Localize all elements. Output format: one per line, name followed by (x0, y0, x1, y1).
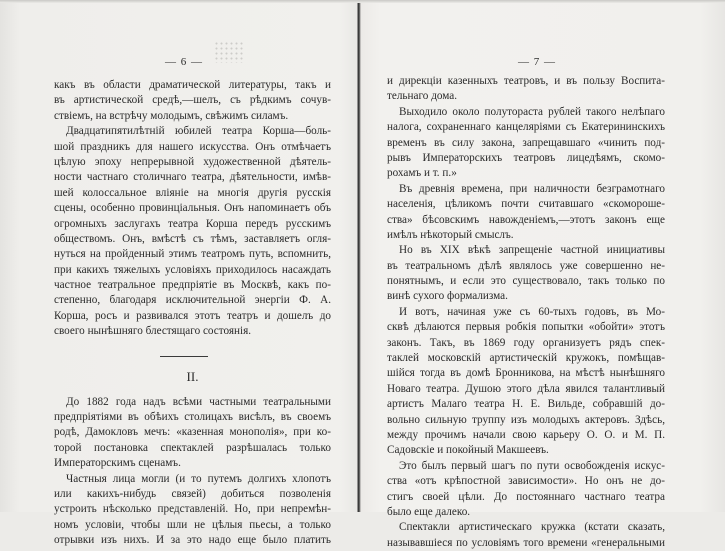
text-line: шой праздникъ для нашего искусства. Онъ отмѣчаетъ (54, 140, 331, 153)
text-line: какъ въ области драматической литературы, такъ и (54, 79, 331, 91)
left-text-column (54, 78, 331, 549)
text-line: предпріятіями въ обѣихъ столицахъ висѣлъ, въ своемъ (54, 411, 331, 424)
text-line: Новаго театра. Душою этого дѣла явился талантливый (387, 382, 665, 395)
text-line: огромныхъ заслугахъ театра Корша передъ русскимъ (54, 217, 331, 230)
text-line: отрывки изъ нихъ. И за это надо еще было платить (54, 534, 331, 547)
text-line: населенія, цѣликомъ почти считавшаго «скомороше- (387, 198, 665, 211)
text-line: вольно сильную труппу изъ молодыхъ актеровъ. Здѣсь, (387, 413, 665, 426)
paragraph-monopoly (54, 395, 331, 472)
text-line: Это былъ первый шагъ по пути освобожденія искус- (399, 459, 665, 472)
text-line: степенно, благодаря исключительной энергіи Ф. А. (54, 294, 331, 307)
text-line: ности частнаго столичнаго театра, дѣятельности, имѣв- (54, 171, 331, 184)
page-number: — 6 — (165, 56, 203, 68)
text-line: въ театральномъ дѣлѣ являлось уже совершенно не- (387, 259, 665, 272)
paragraph-sixties (387, 305, 665, 459)
page-number: — 7 — (518, 56, 556, 68)
paragraph-continued (387, 74, 665, 105)
text-line: называвшіеся по условіямъ того времени «генеральными (387, 536, 665, 549)
text-line: рывъ Императорскихъ театровъ лицедѣямъ, скомо- (387, 151, 665, 164)
paragraph-xix-century (387, 243, 665, 305)
paragraph-performances (387, 520, 665, 551)
text-line: понятнымъ, и если это существовало, такъ только по (387, 275, 665, 288)
text-line: временъ въ силу закона, запрещавшаго «чинить под- (387, 136, 665, 149)
text-line: сквѣ дѣлаются первыя робкія попытки «обойти» этотъ (387, 321, 665, 334)
paragraph-tax (387, 105, 665, 182)
text-line: таклей московскій артистическій кружокъ, помѣщав- (387, 352, 665, 365)
text-line: налога, сохраненнаго канцеляріями съ Екатерининскихъ (387, 121, 665, 134)
text-line: Императорскимъ сценамъ. (54, 457, 181, 470)
text-line: нуться на пройденный этимъ театромъ путь, вспомнить, (54, 248, 331, 261)
paragraph-jubilee (54, 124, 331, 339)
text-line: винѣ сухого формализма. (387, 290, 508, 303)
text-line: въ артистической средѣ,—шелъ, съ рѣдкимъ сочув- (54, 94, 331, 107)
right-page (359, 0, 725, 549)
text-line: номъ условіи, чтобы шли не цѣлыя пьесы, а только (54, 518, 331, 531)
text-line: законъ. Такъ, въ 1869 году организуетъ рядъ спек- (387, 336, 665, 349)
text-line: имѣлъ нѣкоторый смыслъ. (387, 228, 514, 241)
text-line: между прочимъ начали свою карьеру О. О. и М. П. (387, 428, 665, 441)
text-line: или какихъ-нибудь связей) добиться позволенія (54, 487, 331, 500)
text-line: Частныя лица могли (и то путемъ долгихъ хлопотъ (66, 472, 331, 485)
text-line: и дирекціи казенныхъ театровъ, и въ пользу Воспита- (387, 75, 665, 87)
text-line: ства» бѣсовскимъ навожденіемъ,—этотъ законъ еще (387, 213, 665, 226)
text-line: стигъ своей цѣли. До постояннаго частнаго театра (387, 490, 665, 503)
text-line: своего нынѣшняго блестящаго состоянія. (54, 325, 252, 338)
text-line: сцены, особенно провинціальныя. Онъ напоминаетъ объ (54, 202, 331, 215)
text-line: Въ древнія времена, при наличности безграмотнаго (399, 182, 665, 195)
text-line: торой постановка спектаклей разрѣшалась только (54, 441, 331, 454)
text-line: И вотъ, начиная уже съ 60-тыхъ годовъ, въ Мо- (399, 305, 665, 318)
text-line: обществомъ. Онъ, вмѣстѣ съ тѣмъ, заставляетъ огля- (54, 232, 331, 245)
paragraph-ancient-times (387, 182, 665, 244)
paragraph-private-persons (54, 472, 331, 549)
text-line: До 1882 года надъ всѣми частными театральными (66, 395, 331, 408)
section-divider (160, 356, 208, 357)
text-line: родѣ, Дамокловъ мечъ: «казенная монополія», при ко- (54, 426, 331, 439)
text-line: цѣлую эпоху непрерывной художественной дѣятель- (54, 155, 331, 168)
text-line: Выходило около полутораста рублей такого нелѣпаго (399, 105, 665, 118)
paragraph-continued (54, 78, 331, 124)
text-line: Двадцатипятилѣтній юбилей театра Корша—боль- (66, 125, 331, 138)
text-line: Корша, росъ и развивался этотъ театръ и дошелъ до (54, 309, 331, 322)
right-text-column (387, 74, 665, 551)
text-line: Спектакли артистическаго кружка (кстати сказать, (399, 521, 665, 534)
text-line: шей колоссальное вліяніе на многія другія русскія (54, 186, 331, 199)
text-line: частное театральное предпріятіе въ Москвѣ, какъ по- (54, 279, 331, 292)
text-line: артистъ Малаго театра Н. Е. Вильде, собравшій до- (387, 398, 665, 411)
text-line: при какихъ тяжелыхъ условіяхъ приходилось насаждать (54, 263, 331, 276)
text-line: Но въ XIX вѣкѣ запрещеніе частной инициативы (399, 244, 665, 257)
text-line: было еще далеко. (387, 505, 471, 518)
text-line: ства «отъ крѣпостной зависимости». Но онъ не до- (387, 475, 665, 488)
text-line: ствіемъ, на встрѣчу молодымъ, свѣжимъ силамъ. (54, 109, 289, 122)
text-line: шійся тогда въ домѣ Бронникова, на мѣстѣ нынѣшняго (387, 367, 665, 380)
text-line: устроить нѣсколько представленій. Но, при непремѣн- (54, 503, 331, 516)
left-page (0, 0, 358, 547)
text-line: Садовскіе и покойный Макшеевъ. (387, 444, 549, 457)
text-line: тельнаго дома. (387, 90, 458, 103)
text-line: рохамъ и т. п.» (387, 167, 457, 180)
paragraph-first-step (387, 459, 665, 521)
section-heading: II. (186, 368, 199, 384)
